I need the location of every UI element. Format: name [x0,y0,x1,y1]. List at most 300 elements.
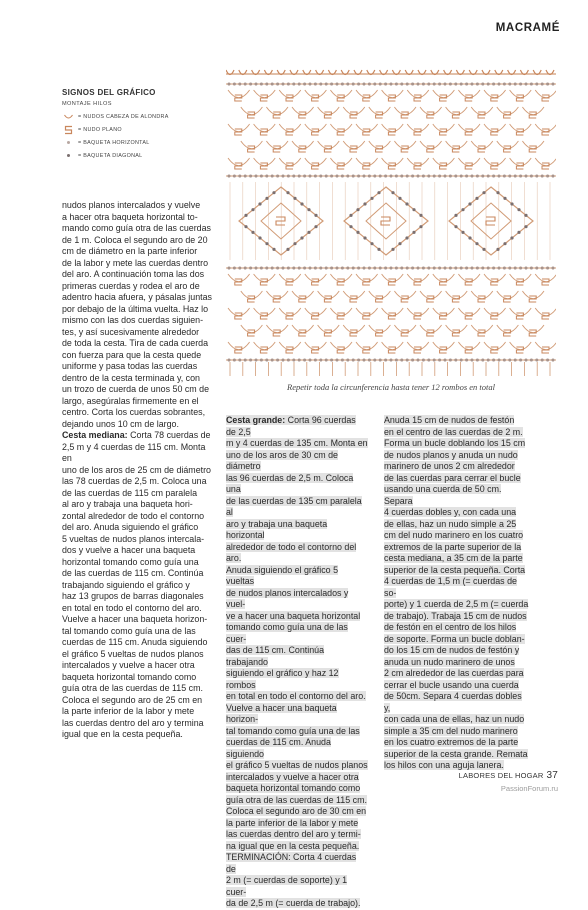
square-knot [376,146,383,152]
cord-loop [407,124,429,132]
cord-loop [318,141,340,149]
cord-loop [369,325,391,333]
horizontal-bar-dot [287,174,290,177]
horizontal-bar-dot [460,82,463,85]
text-line: cuerdas de 115 cm. Anuda siguiendo [62,637,208,647]
horizontal-bar-dot [519,358,522,361]
text-line: guía otra de las cuerdas de 115 cm. [62,683,203,693]
square-knot [465,163,472,169]
horizontal-bar-dot [292,358,295,361]
horizontal-bar-dot [265,82,268,85]
horizontal-bar-dot [276,266,279,269]
horizontal-bar-dot [314,266,317,269]
horizontal-bar-dot [470,82,473,85]
square-knot [337,129,344,135]
cord-loop [356,274,378,282]
horizontal-bar-dot [271,266,274,269]
text-line: largo, asegúralas firmemente en el [62,395,199,406]
horizontal-bar-dot [244,358,247,361]
text-line: del aro. Anuda siguiendo el gráfico [62,522,199,532]
horizontal-bar-dot [514,82,517,85]
horizontal-bar-dot [341,174,344,177]
square-knot [324,112,331,118]
horizontal-bar-dot [287,82,290,85]
cord-loop [446,107,468,115]
text-line: tes, y así sucesivamente alrededor [62,326,200,337]
horizontal-bar-dot [373,358,376,361]
horizontal-bar-dot [281,82,284,85]
cord-loop [510,158,532,166]
horizontal-bar-dot [254,266,257,269]
cord-loop [484,274,506,282]
text-line: adentro hacia afuera, y pásalas juntas [62,292,212,302]
diagonal-bar-dot [370,242,373,245]
horizontal-bar-dot [325,358,328,361]
lark-head-knot-icon [62,112,75,122]
text-line: de nudos planos y anuda un nudo [384,449,518,460]
cord-loop [510,90,532,98]
horizontal-bar-dot [541,358,544,361]
square-knot [376,296,383,302]
horizontal-bar-dot [233,266,236,269]
horizontal-bar-dot [508,266,511,269]
diagonal-bar-dot [363,236,366,239]
cord-loop [228,158,250,166]
text-line: TERMINACIÓN: Corta 4 cuerdas de [226,852,357,874]
text-line: Coloca el segundo aro de 25 cm en [62,694,203,705]
text-line: 2,5 m y 4 cuerdas de 115 cm. Monta en [62,441,206,463]
square-knot [542,95,549,101]
horizontal-bar-dot [379,174,382,177]
watermark: PassionForum.ru [500,784,558,793]
text-line: de festón en el centro de los hilos [384,622,517,632]
diagonal-bar-dot [244,225,247,228]
horizontal-bar-dot [368,266,371,269]
cord-loop [241,325,263,333]
square-knot [440,129,447,135]
horizontal-bar-dot [546,358,549,361]
horizontal-bar-dot [433,266,436,269]
square-knot [312,347,319,353]
macrame-pattern-diagram [226,64,556,378]
cord-loop [510,274,532,282]
text-line: Coloca el segundo aro de 30 cm en [226,806,367,816]
diagonal-bar-dot [468,202,471,205]
text-line: Cesta grande: Corta 96 cuerdas de 2,5 [226,415,356,437]
cord-loop [497,107,519,115]
cord-loop [343,291,365,299]
square-knot [504,112,511,118]
square-knot [363,95,370,101]
cord-loop [343,107,365,115]
horizontal-bar-dot [389,266,392,269]
horizontal-bar-dot [400,174,403,177]
horizontal-bar-dot [325,82,328,85]
text-line: 4 cuerdas dobles y, con cada una [384,507,517,517]
text-line: las cuerdas dentro del aro y termina [62,717,204,728]
text-line: zontal alrededor de todo el contorno [62,510,205,521]
diagram-caption: Repetir toda la circunferencia hasta tener 12 rombos en total [287,382,495,392]
horizontal-bar-dot [427,174,430,177]
legend-title: SIGNOS DEL GRÁFICO [62,88,156,97]
horizontal-bar-dot [481,82,484,85]
diagonal-bar-dot [349,225,352,228]
cord-loop [510,124,532,132]
diagonal-bar-dot [251,208,254,211]
cord-loop [394,291,416,299]
square-knot [337,95,344,101]
horizontal-bar-dot [476,174,479,177]
square-knot [376,112,383,118]
square-knot [504,330,511,336]
horizontal-bar-dot [476,266,479,269]
horizontal-bar-dot [508,82,511,85]
square-knot [312,279,319,285]
horizontal-bar-dot [238,82,241,85]
cord-loop [305,274,327,282]
horizontal-bar-dot [454,82,457,85]
square-knot [299,296,306,302]
square-knot [286,279,293,285]
square-knot [312,313,319,319]
cord-loop [458,158,480,166]
horizontal-bar-dot [449,174,452,177]
horizontal-bar-dot [368,82,371,85]
horizontal-bar-dot [292,82,295,85]
text-line: intercalados y vuelve a hacer otra [226,771,359,782]
text-line: anuda un nudo marinero de unos [384,656,515,667]
horizontal-bar-dot [330,266,333,269]
cord-loop [254,158,276,166]
horizontal-bar-dot [519,174,522,177]
square-knot [542,347,549,353]
horizontal-bar-dot [427,266,430,269]
cord-loop [254,308,276,316]
text-line: centro. Corta los cuerdas sobrantes, [62,407,206,417]
cord-loop [318,107,340,115]
horizontal-bar-dot [346,174,349,177]
horizontal-bar-dot [379,358,382,361]
text-line: de la labor y mete las cuerdas dentro [62,257,209,268]
square-knot [414,129,421,135]
horizontal-bar-dot [481,174,484,177]
text-line: 4 cuerdas de 1,5 m (= cuerdas de so- [384,576,517,598]
square-knot [260,129,267,135]
horizontal-bar-dot [454,266,457,269]
text-line: dentro de la cesta terminada y, con [62,372,200,383]
horizontal-bar-dot [460,358,463,361]
horizontal-bar-dot [244,82,247,85]
horizontal-bar-dot-icon [62,138,75,148]
cord-loop [484,308,506,316]
horizontal-bar-dot [443,174,446,177]
cord-loop [407,158,429,166]
cord-loop [484,124,506,132]
horizontal-bar-dot [460,266,463,269]
text-line: en total en todo el contorno del aro. [62,602,202,613]
square-knot [516,129,523,135]
square-knot [542,313,549,319]
square-knot [529,296,536,302]
text-line: Anuda 15 cm de nudos de festón [384,415,515,425]
cord-loop [279,308,301,316]
text-line: las 78 cuerdas de 2,5 m. Coloca una [62,476,207,486]
diagonal-bar-dot [300,236,303,239]
horizontal-bar-dot [416,266,419,269]
cord-loop [228,274,250,282]
horizontal-bar-dot [530,358,533,361]
square-knot-icon [62,125,75,135]
diagonal-bar-dot [524,214,527,217]
horizontal-bar-dot [530,266,533,269]
text-line: uno de los aros de 30 cm de diámetro [226,449,338,471]
text-line: dos y vuelve a hacer una baqueta [62,545,196,555]
body-column-1 [62,200,212,741]
horizontal-bar-dot [319,358,322,361]
square-knot [388,129,395,135]
cord-loop [458,90,480,98]
horizontal-bar-dot [416,358,419,361]
square-knot [248,146,255,152]
cord-loop [266,291,288,299]
cord-loop [330,158,352,166]
text-line: Forma un bucle doblando los 15 cm [384,438,526,448]
text-line: de las cuerdas para cerrar el bucle [384,472,521,483]
cord-loop [484,90,506,98]
cord-loop [356,308,378,316]
cord-loop [407,308,429,316]
diagonal-bar-dot [412,231,415,234]
horizontal-bar-dot [465,358,468,361]
square-knot [286,313,293,319]
text-line: en el centro de las cuerdas de 2 m. [384,426,523,437]
diagonal-bar-dot [370,197,373,200]
horizontal-bar-dot [314,174,317,177]
cord-loop [241,291,263,299]
text-line: cesta mediana, a 35 cm de la parte [384,553,523,563]
diagonal-bar-dot [510,202,513,205]
text-line: simple a 35 cm del nudo marinero [384,725,518,736]
square-knot [414,347,421,353]
horizontal-bar-dot [292,174,295,177]
horizontal-bar-dot [346,82,349,85]
square-knot [312,95,319,101]
legend-label: = BAQUETA DIAGONAL [78,152,143,159]
square-knot [324,296,331,302]
cord-loop [535,274,556,282]
diagonal-bar-dot [496,191,499,194]
horizontal-bar-dot [508,174,511,177]
text-line: a hacer otra baqueta horizontal to- [62,211,198,222]
cord-loop [266,141,288,149]
diagonal-bar-dot-icon [62,151,75,161]
text-line: de toda la cesta. Tira de cada cuerda [62,338,209,348]
cord-loop [305,90,327,98]
horizontal-bar-dot [265,358,268,361]
horizontal-bar-dot [487,266,490,269]
square-knot [235,347,242,353]
horizontal-bar-dot [519,82,522,85]
cord-loop [228,124,250,132]
cord-loop [535,308,556,316]
horizontal-bar-dot [470,174,473,177]
cord-loop [484,158,506,166]
diagonal-bar-dot [307,231,310,234]
text-line: ve a hacer una baqueta horizontal [226,610,361,621]
cord-loop [228,308,250,316]
square-knot [337,163,344,169]
square-knot [440,347,447,353]
horizontal-bar-dot [325,266,328,269]
square-knot [388,163,395,169]
horizontal-bar-dot [551,174,554,177]
cord-loop [330,90,352,98]
square-knot [465,313,472,319]
cord-loop [471,107,493,115]
square-knot [529,330,536,336]
diagonal-bar-dot [461,208,464,211]
square-knot [414,163,421,169]
horizontal-bar-dot [465,174,468,177]
horizontal-bar-dot [260,266,263,269]
horizontal-bar-dot [503,358,506,361]
horizontal-bar-dot [497,82,500,85]
diagonal-bar-dot [475,242,478,245]
page-footer [459,770,558,781]
text-line: el gráfico 5 vueltas de nudos planos [62,648,204,659]
diagonal-bar-dot [356,231,359,234]
diagonal-bar-dot [454,225,457,228]
horizontal-bar-dot [249,82,252,85]
horizontal-bar-dot [260,174,263,177]
square-knot [427,330,434,336]
legend-label: = NUDO PLANO [78,126,122,133]
cord-loop [484,342,506,350]
square-knot [491,129,498,135]
square-knot [273,146,280,152]
cord-loop [420,107,442,115]
diagonal-bar-dot [517,231,520,234]
horizontal-bar-dot [449,266,452,269]
horizontal-bar-dot [341,358,344,361]
cord-loop [433,90,455,98]
text-line: baqueta horizontal tomando como [62,671,197,682]
text-line: intercalados y vuelve a hacer otra [62,660,195,670]
horizontal-bar-dot [238,174,241,177]
horizontal-bar-dot [384,266,387,269]
diagonal-bar-dot [293,197,296,200]
text-line: baqueta horizontal tomando como [226,783,361,793]
square-knot [235,279,242,285]
text-line: dejando unos 10 cm de largo. [62,418,179,429]
square-knot [388,347,395,353]
square-knot [491,95,498,101]
square-knot [516,347,523,353]
text-line: las cuerdas dentro del aro y termi- [226,829,361,839]
square-knot [260,313,267,319]
horizontal-bar-dot [546,266,549,269]
square-knot [465,95,472,101]
horizontal-bar-dot [422,266,425,269]
square-knot [542,279,549,285]
cord-loop [458,274,480,282]
horizontal-bar-dot [254,358,257,361]
text-line: de soporte. Forma un bucle doblan- [384,633,525,644]
horizontal-bar-dot [406,358,409,361]
square-knot [248,112,255,118]
horizontal-bar-dot [395,82,398,85]
legend-label: = BAQUETA HORIZONTAL [78,139,150,146]
square-knot [376,330,383,336]
horizontal-bar-dot [254,82,257,85]
text-line: mismo con las dos cuerdas siguien- [62,315,204,325]
square-knot [337,347,344,353]
diagonal-bar-dot [482,248,485,251]
horizontal-bar-dot [298,266,301,269]
square-knot [516,279,523,285]
text-line: Vuelve a hacer una baqueta horizon- [226,702,337,724]
cord-loop [254,274,276,282]
horizontal-bar-dot [238,358,241,361]
horizontal-bar-dot [492,174,495,177]
horizontal-bar-dot [406,82,409,85]
cord-loop [446,141,468,149]
cord-loop [407,274,429,282]
diagonal-bar-dot [496,248,499,251]
horizontal-bar-dot [249,266,252,269]
square-knot [248,330,255,336]
cord-loop [433,124,455,132]
center-square-knot [486,217,495,225]
diagonal-bar-dot [405,202,408,205]
diagonal-bar-dot [461,231,464,234]
horizontal-bar-dot [314,358,317,361]
square-knot [427,112,434,118]
diagonal-bar-dot [468,236,471,239]
horizontal-bar-dot [227,174,230,177]
horizontal-bar-dot [470,266,473,269]
text-line: cm del nudo marinero en los cuatro [384,530,524,540]
square-knot [337,313,344,319]
horizontal-bar-dot [422,174,425,177]
cord-loop [356,158,378,166]
text-line: usando una cuerda de 50 cm. Separa [384,484,502,506]
cord-loop [318,291,340,299]
square-knot [401,296,408,302]
cord-loop [356,342,378,350]
text-line: 2 m (= cuerdas de soporte) y 1 cuer- [226,875,348,897]
horizontal-bar-dot [416,82,419,85]
cord-loop [522,107,544,115]
square-knot [465,347,472,353]
horizontal-bar-dot [487,358,490,361]
horizontal-bar-dot [400,358,403,361]
horizontal-bar-dot [303,266,306,269]
cord-loop [535,158,556,166]
text-line: tal tomando como guía una de las [62,625,196,636]
horizontal-bar-dot [411,358,414,361]
square-knot [401,330,408,336]
square-knot [260,163,267,169]
horizontal-bar-dot [341,266,344,269]
square-knot [516,313,523,319]
diagonal-bar-dot [272,191,275,194]
cord-loop [382,274,404,282]
square-knot [542,163,549,169]
horizontal-bar-dot [227,358,230,361]
diagonal-bar-dot [510,236,513,239]
square-knot [529,146,536,152]
